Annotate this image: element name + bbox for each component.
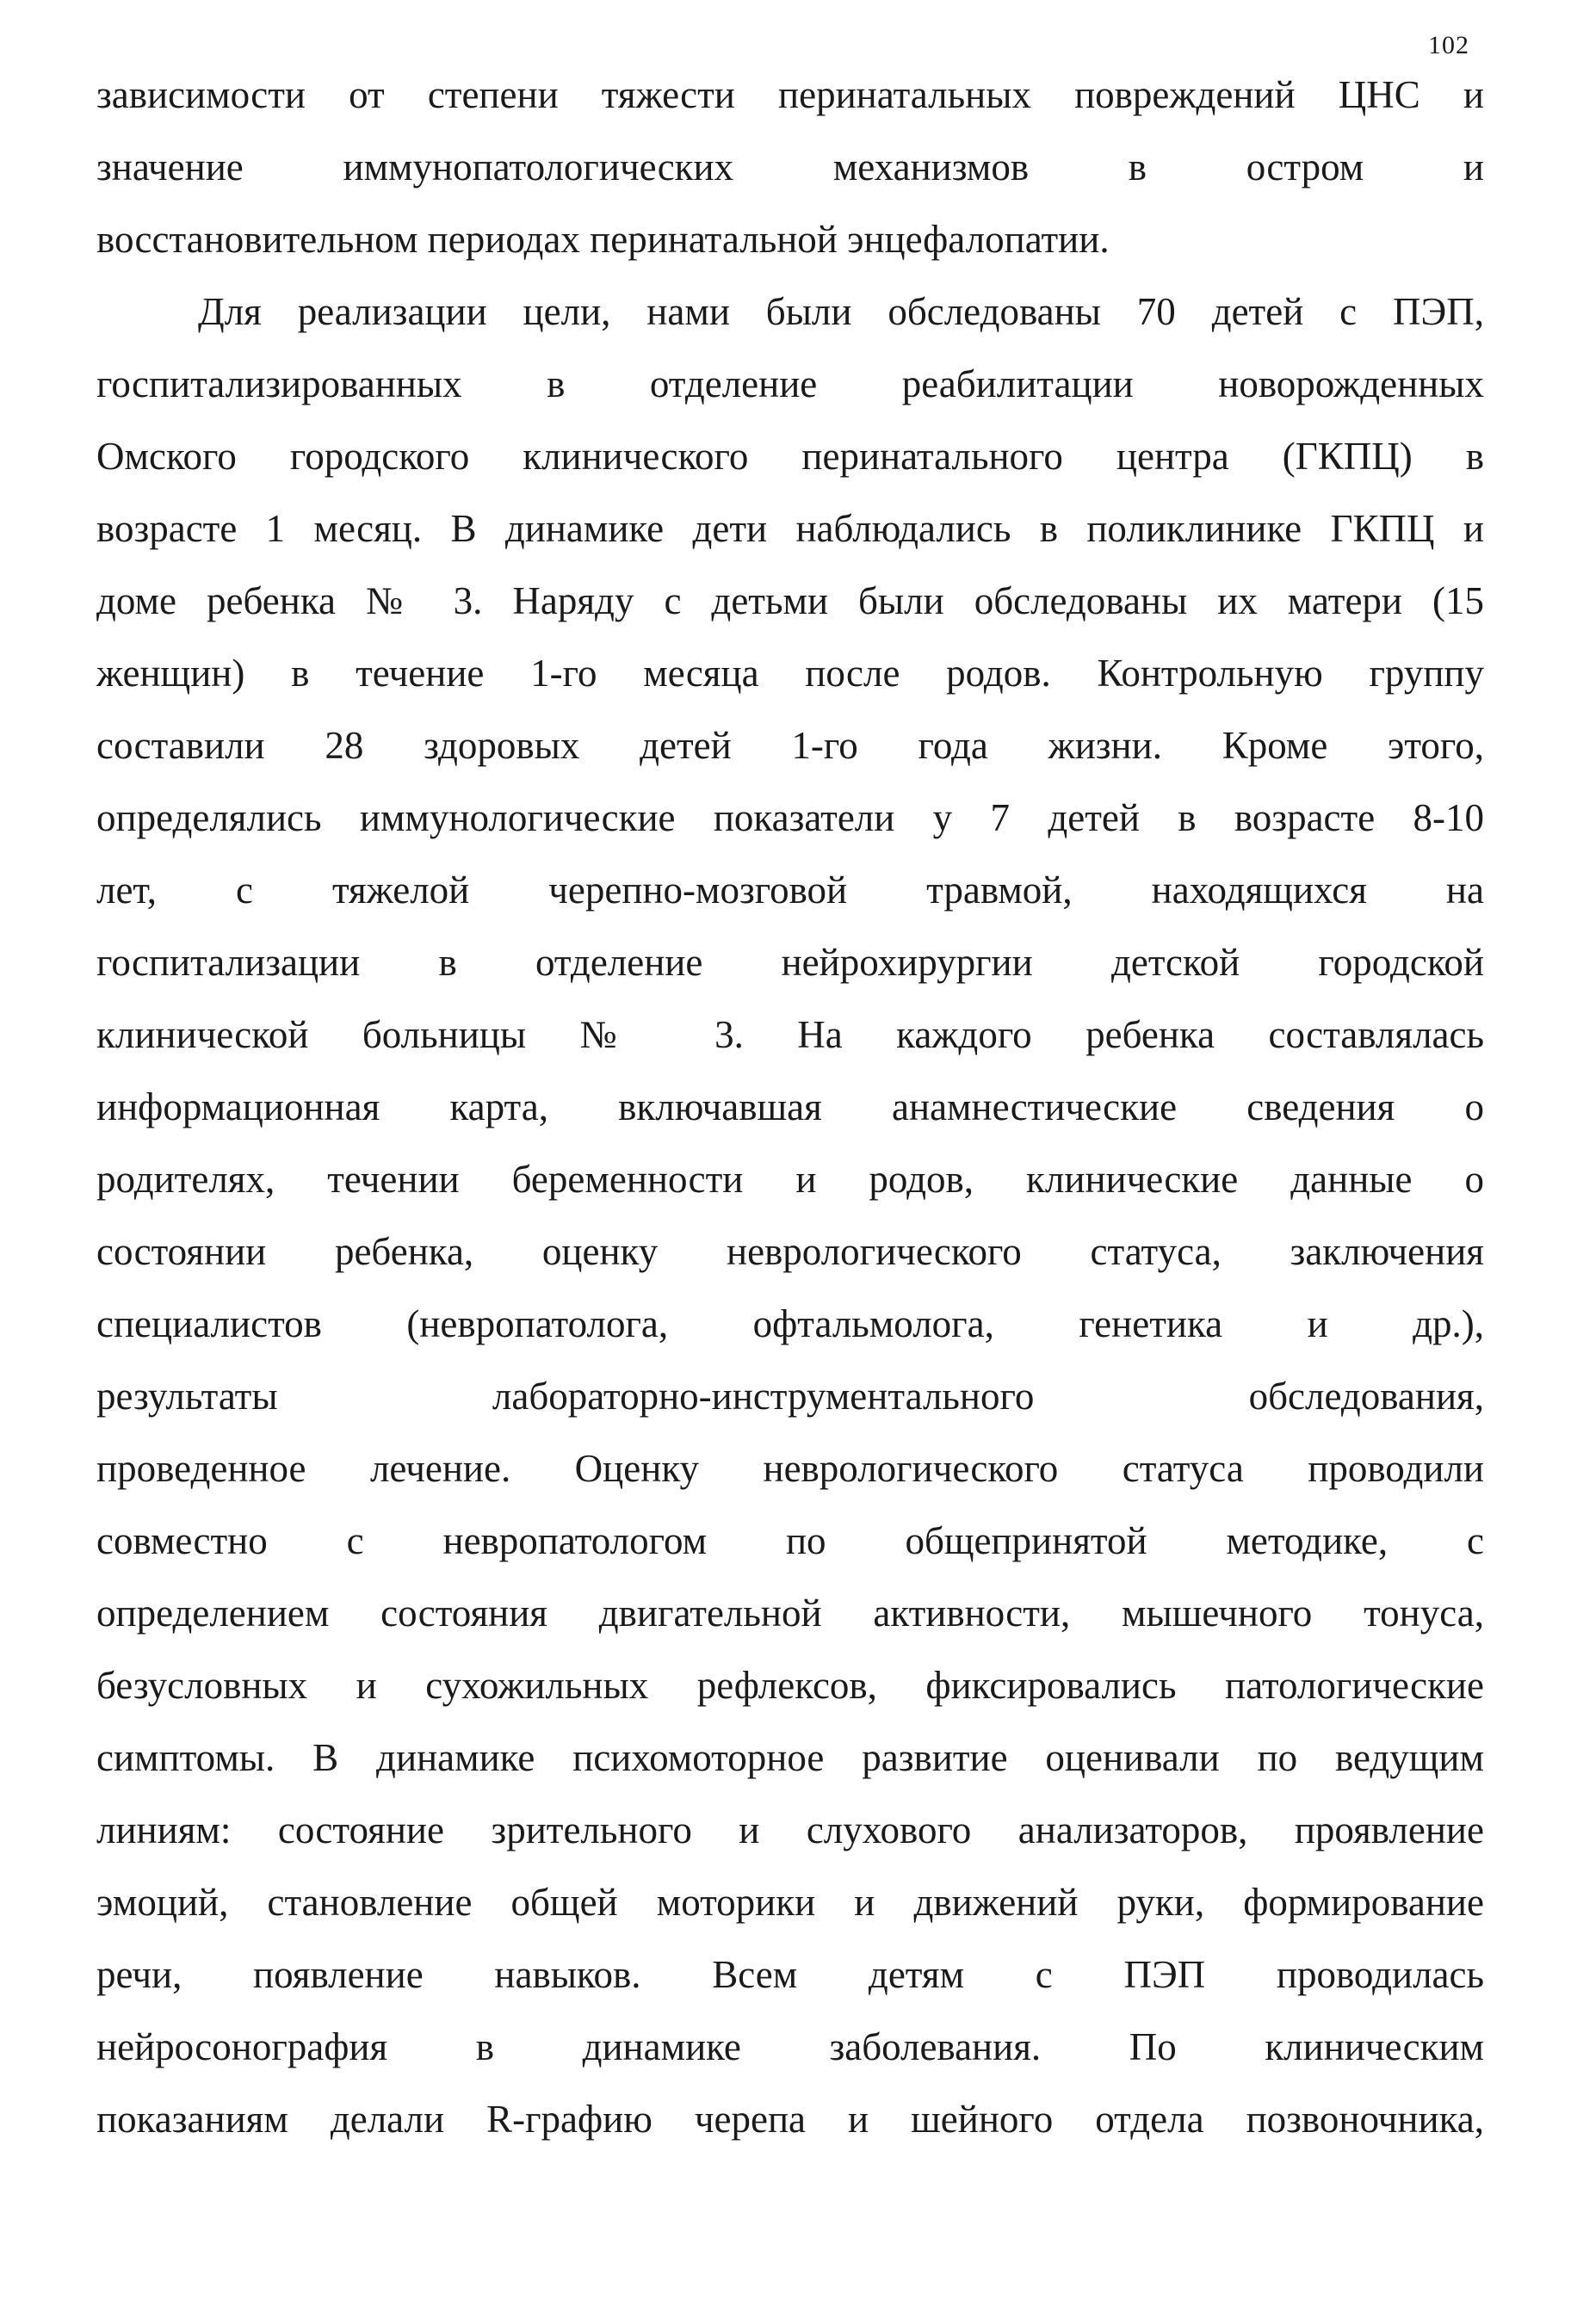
- text-line: возрасте 1 месяц. В динамике дети наблюдались в поликлинике ГКПЦ и: [96, 507, 1484, 550]
- text-line: безусловных и сухожильных рефлексов, фиксировались патологические: [96, 1664, 1484, 1707]
- text-line: информационная карта, включавшая анамнестические сведения о: [96, 1085, 1484, 1128]
- paragraph-2: [96, 275, 1484, 2155]
- text-line: госпитализации в отделение нейрохирургии детской городской: [96, 941, 1484, 984]
- text-line: Для реализации цели, нами были обследованы 70 детей с ПЭП,: [198, 290, 1484, 333]
- text-line: определением состояния двигательной активности, мышечного тонуса,: [96, 1592, 1484, 1635]
- text-line: определялись иммунологические показатели у 7 детей в возрасте 8-10: [96, 796, 1484, 839]
- text-line: Омского городского клинического перинатального центра (ГКПЦ) в: [96, 435, 1484, 478]
- text-line: показаниям делали R-графию черепа и шейного отдела позвоночника,: [96, 2098, 1484, 2141]
- text-line: составили 28 здоровых детей 1-го года жизни. Кроме этого,: [96, 724, 1484, 767]
- text-line: специалистов (невропатолога, офтальмолога, генетика и др.),: [96, 1302, 1484, 1345]
- text-line: зависимости от степени тяжести перинатальных повреждений ЦНС и: [96, 73, 1484, 116]
- text-line: линиям: состояние зрительного и слухового анализаторов, проявление: [96, 1808, 1484, 1851]
- text-line: речи, появление навыков. Всем детям с ПЭП проводилась: [96, 1953, 1484, 1996]
- text-line: клинической больницы № 3. На каждого ребенка составлялась: [96, 1013, 1484, 1056]
- text-line: значение иммунопатологических механизмов в остром и: [96, 145, 1484, 189]
- body-text: [96, 59, 1484, 2155]
- text-line: состоянии ребенка, оценку неврологического статуса, заключения: [96, 1230, 1484, 1273]
- text-line: эмоций, становление общей моторики и движений руки, формирование: [96, 1881, 1484, 1924]
- text-line: восстановительном периодах перинатальной энцефалопатии.: [96, 218, 1110, 261]
- text-line: совместно с невропатологом по общепринятой методике, с: [96, 1519, 1484, 1562]
- text-line: проведенное лечение. Оценку неврологического статуса проводили: [96, 1447, 1484, 1490]
- paragraph-1: [96, 59, 1484, 275]
- text-line: лет, с тяжелой черепно-мозговой травмой, находящихся на: [96, 868, 1484, 912]
- text-line: симптомы. В динамике психомоторное развитие оценивали по ведущим: [96, 1736, 1484, 1779]
- text-line: нейросонография в динамике заболевания. По клиническим: [96, 2025, 1484, 2068]
- text-line: родителях, течении беременности и родов, клинические данные о: [96, 1158, 1484, 1201]
- page-number: 102: [1428, 31, 1469, 59]
- text-line: женщин) в течение 1-го месяца после родов. Контрольную группу: [96, 652, 1484, 695]
- text-line: результаты лабораторно-инструментального обследования,: [96, 1375, 1484, 1418]
- text-line: доме ребенка № 3. Наряду с детьми были обследованы их матери (15: [96, 579, 1484, 622]
- text-line: госпитализированных в отделение реабилитации новорожденных: [96, 362, 1484, 405]
